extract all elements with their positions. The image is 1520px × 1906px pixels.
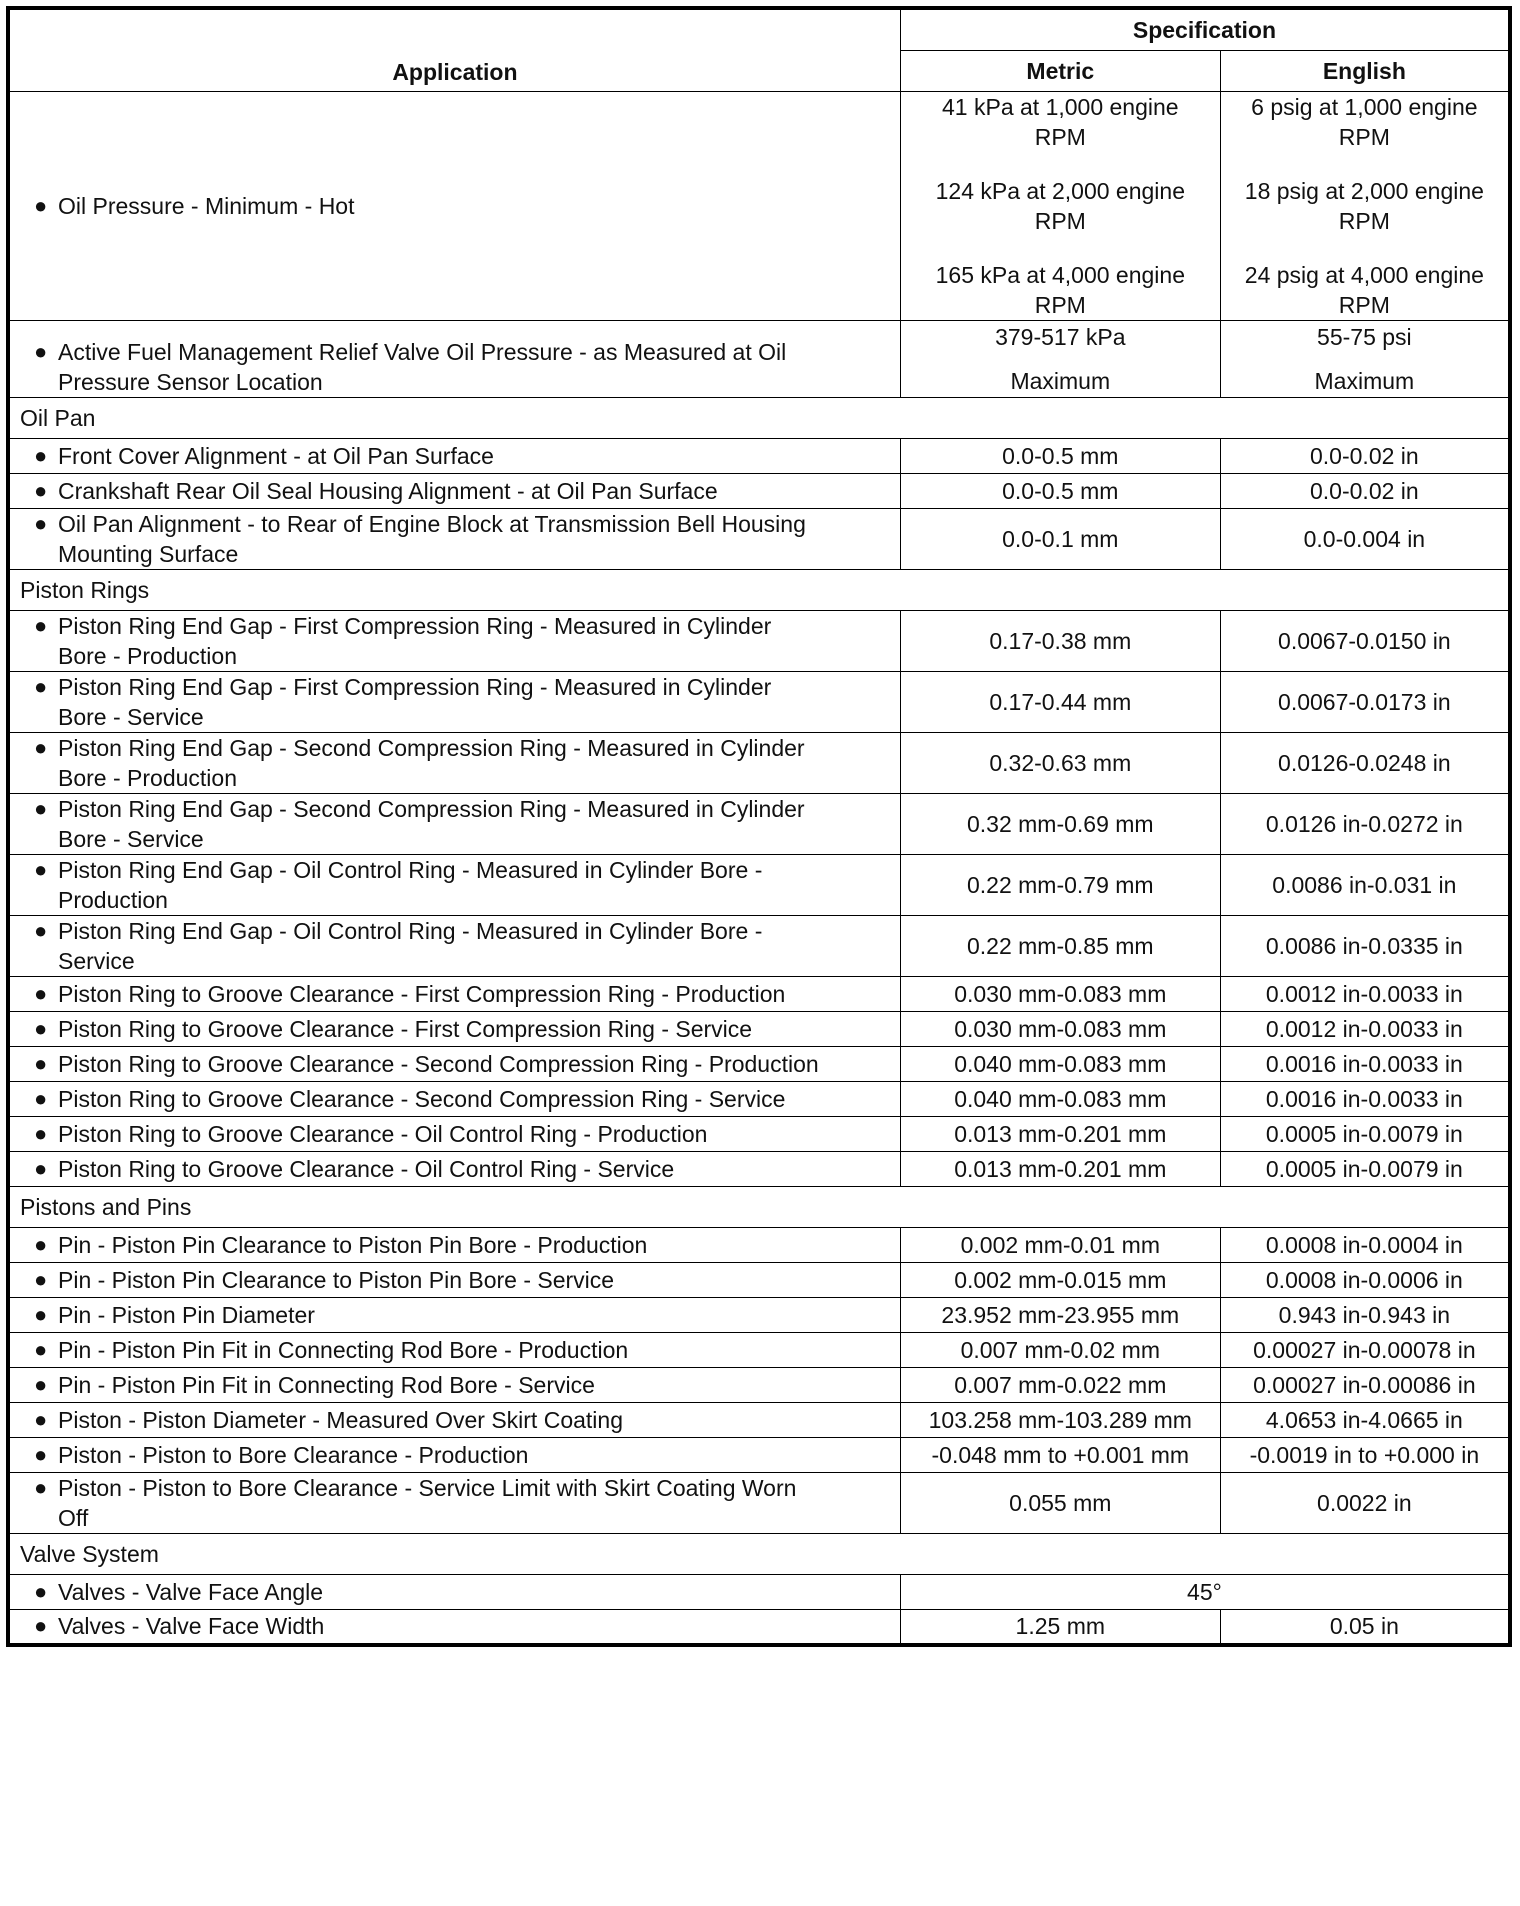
bullet-icon: ● [34, 1267, 48, 1292]
bullet-icon: ● [34, 1302, 48, 1327]
english-value: 0.00027 in-0.00086 in [1220, 1368, 1510, 1403]
table-row-oil-pressure [8, 92, 1510, 321]
application-text: Valves - Valve Face Width [58, 1613, 325, 1640]
table-row [8, 1047, 1510, 1082]
application-text: Piston Ring to Groove Clearance - Second Compression Ring - Production [58, 1051, 819, 1077]
application-cell [8, 672, 900, 733]
bullet-icon: ● [34, 613, 48, 638]
header-application: Application [8, 8, 900, 92]
application-text-cont: Off [58, 1505, 89, 1531]
metric-value: 0.0-0.1 mm [900, 509, 1220, 570]
metric-value: 23.952 mm-23.955 mm [900, 1298, 1220, 1333]
section-title: Pistons and Pins [8, 1187, 1510, 1228]
application-text: Oil Pan Alignment - to Rear of Engine Block at Transmission Bell Housing [58, 511, 806, 537]
metric-line: RPM [1034, 292, 1086, 318]
combined-value: 45° [900, 1575, 1510, 1610]
application-text: Pin - Piston Pin Clearance to Piston Pin Bore - Production [58, 1232, 648, 1258]
english-value: 0.0012 in-0.0033 in [1220, 977, 1510, 1012]
application-text: Piston Ring End Gap - First Compression Ring - Measured in Cylinder [58, 613, 772, 639]
bullet-icon: ● [34, 735, 48, 760]
table-row [8, 509, 1510, 570]
application-text: Piston Ring End Gap - First Compression Ring - Measured in Cylinder [58, 674, 772, 700]
english-line: 24 psig at 4,000 engine [1244, 262, 1484, 288]
header-specification: Specification [900, 8, 1510, 51]
english-line: RPM [1338, 208, 1390, 234]
application-cell [8, 509, 900, 570]
application-cell [8, 1047, 900, 1082]
application-cell [8, 855, 900, 916]
metric-line: 41 kPa at 1,000 engine [942, 94, 1179, 120]
metric-value: 0.030 mm-0.083 mm [900, 1012, 1220, 1047]
metric-value: 0.030 mm-0.083 mm [900, 977, 1220, 1012]
application-cell [8, 1228, 900, 1263]
application-cell [8, 1610, 900, 1645]
english-value: 0.05 in [1220, 1610, 1510, 1645]
english-value: 0.0-0.004 in [1220, 509, 1510, 570]
metric-value: 0.0-0.5 mm [900, 439, 1220, 474]
table-row [8, 1117, 1510, 1152]
application-text-cont: Bore - Production [58, 765, 237, 791]
section-row [8, 570, 1510, 611]
table-row [8, 1575, 1510, 1610]
application-text: Piston Ring to Groove Clearance - Oil Control Ring - Service [58, 1156, 675, 1182]
table-row [8, 1333, 1510, 1368]
application-cell [8, 611, 900, 672]
application-text: Piston Ring to Groove Clearance - First Compression Ring - Service [58, 1016, 753, 1042]
header-english: English [1220, 51, 1510, 92]
bullet-icon: ● [34, 1579, 48, 1604]
afm-english-value: 55-75 psi [1317, 324, 1412, 350]
application-text: Pin - Piston Pin Fit in Connecting Rod Bore - Service [58, 1372, 595, 1398]
specification-table [6, 6, 1512, 1647]
bullet-icon: ● [34, 1442, 48, 1467]
english-line: 18 psig at 2,000 engine [1244, 178, 1484, 204]
application-text: Piston - Piston to Bore Clearance - Service Limit with Skirt Coating Worn [58, 1475, 797, 1501]
metric-line: 165 kPa at 4,000 engine [935, 262, 1185, 288]
header-metric: Metric [900, 51, 1220, 92]
metric-value: 0.17-0.38 mm [900, 611, 1220, 672]
application-cell [8, 1082, 900, 1117]
metric-value: 0.17-0.44 mm [900, 672, 1220, 733]
application-text-cont: Service [58, 948, 135, 974]
table-row [8, 1403, 1510, 1438]
oil-pressure-label-cell [8, 92, 900, 321]
application-text: Piston Ring to Groove Clearance - Second Compression Ring - Service [58, 1086, 786, 1112]
application-text: Pin - Piston Pin Fit in Connecting Rod Bore - Production [58, 1337, 629, 1363]
table-row [8, 611, 1510, 672]
bullet-icon: ● [34, 1337, 48, 1362]
english-line: RPM [1338, 124, 1390, 150]
table-row [8, 1368, 1510, 1403]
application-cell [8, 1403, 900, 1438]
english-value: 0.0005 in-0.0079 in [1220, 1117, 1510, 1152]
bullet-icon: ● [34, 857, 48, 882]
section-title: Oil Pan [8, 398, 1510, 439]
bullet-icon: ● [34, 1372, 48, 1397]
application-text-cont: Bore - Service [58, 704, 204, 730]
bullet-icon: ● [34, 1086, 48, 1111]
application-text-cont: Bore - Production [58, 643, 237, 669]
metric-value: 0.32-0.63 mm [900, 733, 1220, 794]
application-cell [8, 916, 900, 977]
english-value: 0.0008 in-0.0004 in [1220, 1228, 1510, 1263]
oil-pressure-english [1220, 92, 1510, 321]
metric-value: 0.007 mm-0.022 mm [900, 1368, 1220, 1403]
table-row [8, 1228, 1510, 1263]
application-text: Piston Ring End Gap - Oil Control Ring - Measured in Cylinder Bore - [58, 918, 763, 944]
metric-value: 0.002 mm-0.01 mm [900, 1228, 1220, 1263]
metric-value: -0.048 mm to +0.001 mm [900, 1438, 1220, 1473]
english-value: 0.0016 in-0.0033 in [1220, 1082, 1510, 1117]
metric-value: 0.040 mm-0.083 mm [900, 1047, 1220, 1082]
application-cell [8, 474, 900, 509]
bullet-icon: ● [34, 511, 48, 536]
bullet-icon: ● [34, 193, 48, 218]
afm-label-cell [8, 321, 900, 398]
afm-label-line: Pressure Sensor Location [58, 369, 323, 395]
table-row [8, 794, 1510, 855]
application-cell [8, 1473, 900, 1534]
afm-metric-value: 379-517 kPa [995, 324, 1126, 350]
metric-value: 0.040 mm-0.083 mm [900, 1082, 1220, 1117]
table-row [8, 1298, 1510, 1333]
application-cell [8, 1152, 900, 1187]
metric-value: 0.22 mm-0.79 mm [900, 855, 1220, 916]
application-cell [8, 1263, 900, 1298]
bullet-icon: ● [34, 1407, 48, 1432]
bullet-icon: ● [34, 1121, 48, 1146]
english-value: 0.0008 in-0.0006 in [1220, 1263, 1510, 1298]
english-value: 0.0012 in-0.0033 in [1220, 1012, 1510, 1047]
table-row [8, 672, 1510, 733]
table-row [8, 439, 1510, 474]
application-cell [8, 1333, 900, 1368]
table-row [8, 916, 1510, 977]
application-text-cont: Mounting Surface [58, 541, 239, 567]
english-value: 4.0653 in-4.0665 in [1220, 1403, 1510, 1438]
english-value: 0.0126-0.0248 in [1220, 733, 1510, 794]
application-text: Piston Ring End Gap - Second Compression Ring - Measured in Cylinder [58, 796, 805, 822]
metric-value: 1.25 mm [900, 1610, 1220, 1645]
english-value: 0.0126 in-0.0272 in [1220, 794, 1510, 855]
metric-line: 124 kPa at 2,000 engine [935, 178, 1185, 204]
table-row [8, 1610, 1510, 1645]
english-value: 0.0086 in-0.031 in [1220, 855, 1510, 916]
section-row [8, 398, 1510, 439]
application-text: Piston Ring End Gap - Second Compression Ring - Measured in Cylinder [58, 735, 805, 761]
metric-value: 103.258 mm-103.289 mm [900, 1403, 1220, 1438]
english-value: 0.0-0.02 in [1220, 439, 1510, 474]
bullet-icon: ● [34, 981, 48, 1006]
metric-value: 0.007 mm-0.02 mm [900, 1333, 1220, 1368]
afm-metric-note: Maximum [1010, 368, 1111, 394]
section-title: Piston Rings [8, 570, 1510, 611]
bullet-icon: ● [34, 339, 48, 364]
application-text: Pin - Piston Pin Clearance to Piston Pin Bore - Service [58, 1267, 615, 1293]
table-row [8, 474, 1510, 509]
application-text: Pin - Piston Pin Diameter [58, 1302, 315, 1328]
english-value: 0.00027 in-0.00078 in [1220, 1333, 1510, 1368]
application-cell [8, 1438, 900, 1473]
application-text: Piston Ring End Gap - Oil Control Ring - Measured in Cylinder Bore - [58, 857, 763, 883]
application-cell [8, 1298, 900, 1333]
application-text: Piston Ring to Groove Clearance - First Compression Ring - Production [58, 981, 786, 1007]
metric-value: 0.013 mm-0.201 mm [900, 1117, 1220, 1152]
english-value: 0.0022 in [1220, 1473, 1510, 1534]
application-text: Valves - Valve Face Angle [58, 1579, 324, 1605]
metric-line: RPM [1034, 208, 1086, 234]
application-text: Front Cover Alignment - at Oil Pan Surface [58, 443, 494, 469]
header-row-top [8, 8, 1510, 51]
table-row [8, 733, 1510, 794]
application-cell [8, 439, 900, 474]
metric-value: 0.32 mm-0.69 mm [900, 794, 1220, 855]
application-text-cont: Production [58, 887, 168, 913]
metric-line: RPM [1034, 124, 1086, 150]
table-row [8, 1152, 1510, 1187]
metric-value: 0.055 mm [900, 1473, 1220, 1534]
english-value: 0.0086 in-0.0335 in [1220, 916, 1510, 977]
application-text: Piston Ring to Groove Clearance - Oil Control Ring - Production [58, 1121, 708, 1147]
afm-metric [900, 321, 1220, 398]
afm-english-note: Maximum [1314, 368, 1415, 394]
english-line: 6 psig at 1,000 engine [1251, 94, 1478, 120]
application-cell [8, 733, 900, 794]
bullet-icon: ● [34, 443, 48, 468]
bullet-icon: ● [34, 796, 48, 821]
application-cell [8, 977, 900, 1012]
application-text: Piston - Piston Diameter - Measured Over Skirt Coating [58, 1407, 623, 1433]
english-value: 0.0067-0.0150 in [1220, 611, 1510, 672]
bullet-icon: ● [34, 1156, 48, 1181]
table-row [8, 1438, 1510, 1473]
english-value: 0.943 in-0.943 in [1220, 1298, 1510, 1333]
application-cell [8, 1012, 900, 1047]
table-row [8, 1082, 1510, 1117]
bullet-icon: ● [34, 1475, 48, 1500]
oil-pressure-label: Oil Pressure - Minimum - Hot [58, 193, 355, 219]
table-row [8, 1473, 1510, 1534]
oil-pressure-metric [900, 92, 1220, 321]
afm-english [1220, 321, 1510, 398]
english-value: 0.0-0.02 in [1220, 474, 1510, 509]
english-value: -0.0019 in to +0.000 in [1220, 1438, 1510, 1473]
section-row [8, 1187, 1510, 1228]
metric-value: 0.22 mm-0.85 mm [900, 916, 1220, 977]
section-row [8, 1534, 1510, 1575]
metric-value: 0.002 mm-0.015 mm [900, 1263, 1220, 1298]
application-text: Piston - Piston to Bore Clearance - Production [58, 1442, 529, 1468]
english-value: 0.0005 in-0.0079 in [1220, 1152, 1510, 1187]
bullet-icon: ● [34, 1613, 48, 1639]
bullet-icon: ● [34, 1051, 48, 1076]
application-text-cont: Bore - Service [58, 826, 204, 852]
table-row [8, 1012, 1510, 1047]
bullet-icon: ● [34, 918, 48, 943]
afm-label-line: Active Fuel Management Relief Valve Oil Pressure - as Measured at Oil [58, 339, 787, 365]
metric-value: 0.013 mm-0.201 mm [900, 1152, 1220, 1187]
metric-value: 0.0-0.5 mm [900, 474, 1220, 509]
bullet-icon: ● [34, 674, 48, 699]
application-cell [8, 1368, 900, 1403]
application-cell [8, 794, 900, 855]
table-row [8, 977, 1510, 1012]
section-title: Valve System [8, 1534, 1510, 1575]
application-cell [8, 1117, 900, 1152]
bullet-icon: ● [34, 1016, 48, 1041]
bullet-icon: ● [34, 1232, 48, 1257]
application-text: Crankshaft Rear Oil Seal Housing Alignment - at Oil Pan Surface [58, 478, 718, 504]
english-line: RPM [1338, 292, 1390, 318]
table-row [8, 1263, 1510, 1298]
english-value: 0.0016 in-0.0033 in [1220, 1047, 1510, 1082]
application-cell [8, 1575, 900, 1610]
table-row-afm [8, 321, 1510, 398]
bullet-icon: ● [34, 478, 48, 503]
english-value: 0.0067-0.0173 in [1220, 672, 1510, 733]
table-row [8, 855, 1510, 916]
